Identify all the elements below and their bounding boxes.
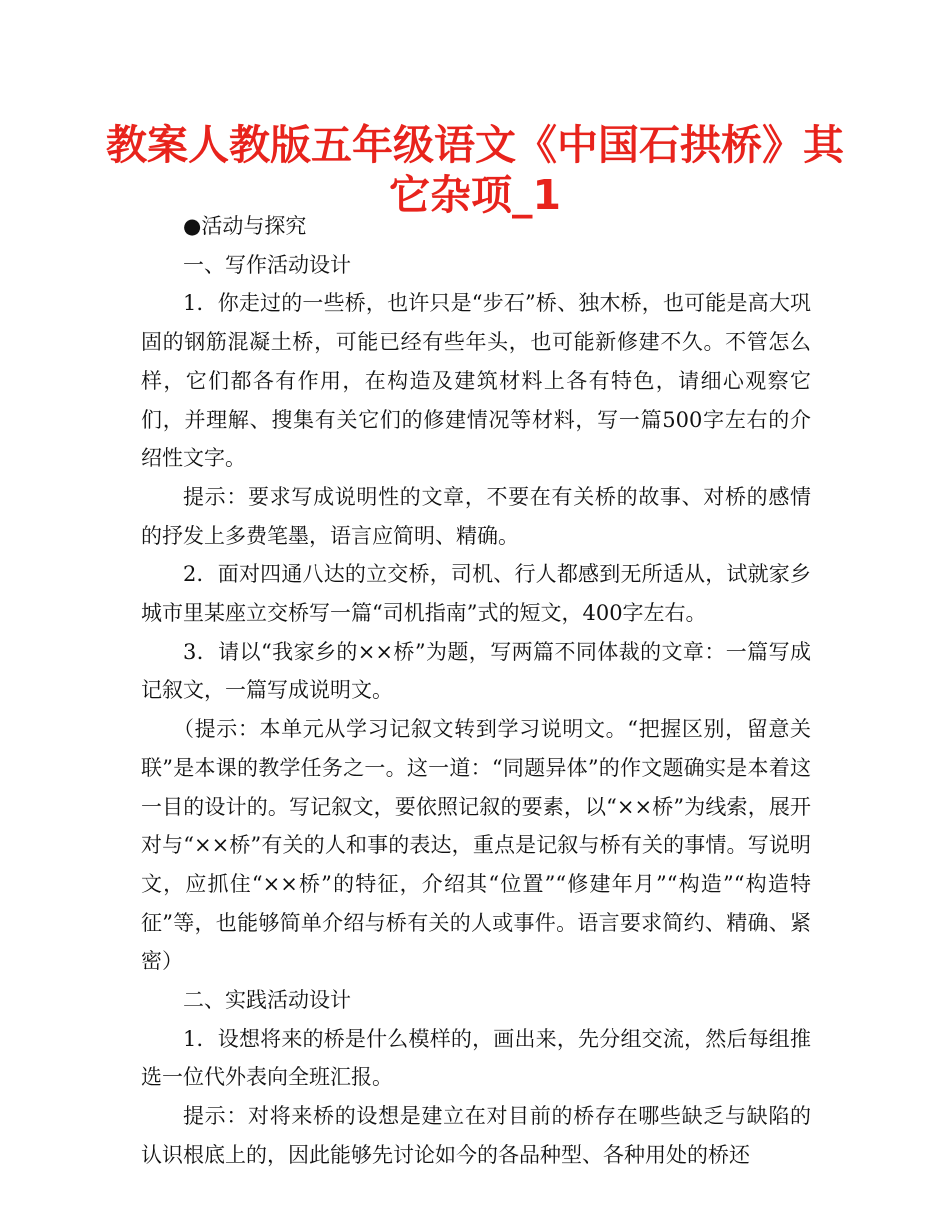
paragraph-writing-task-2: 2．面对四通八达的立交桥，司机、行人都感到无所适从，试就家乡城市里某座立交桥写一篇“司机指南”式的短文，400字左右。 [141, 562, 811, 626]
paragraph-writing-task-3: 3．请以“我家乡的××桥”为题，写两篇不同体裁的文章：一篇写成记叙文，一篇写成说明文。 [141, 639, 811, 703]
document-title: 教案人教版五年级语文《中国石拱桥》其它杂项_1 [106, 121, 844, 219]
document-body [141, 207, 811, 1175]
section-heading-activity: ●活动与探究 [183, 214, 307, 238]
paragraph-hint-1: 提示：要求写成说明性的文章，不要在有关桥的故事、对桥的感情的抒发上多费笔墨，语言应简明、精确。 [141, 484, 811, 548]
section-heading-writing: 一、写作活动设计 [183, 252, 351, 277]
paragraph-practice-task-1: 1．设想将来的桥是什么模样的，画出来，先分组交流，然后每组推选一位代外表向全班汇报。 [141, 1026, 811, 1090]
paragraph-writing-task-1: 1．你走过的一些桥，也许只是“步石”桥、独木桥，也可能是高大巩固的钢筋混凝土桥，可能已经有些年头，也可能新修建不久。不管怎么样，它们都各有作用，在构造及建筑材料上各有特色，请细心观察它们，并理解、搜集有关它们的修建情况等材料，写一篇500字左右的介绍性文字。 [141, 291, 811, 471]
paragraph-hint-3: （提示：本单元从学习记叙文转到学习说明文。“把握区别，留意关联”是本课的教学任务之一。这一道：“同题异体”的作文题确实是本着这一目的设计的。写记叙文，要依照记叙的要素，以“××桥”为线索，展开对与“××桥”有关的人和事的表达，重点是记叙与桥有关的事情。写说明文，应抓住“××桥”的特征，介绍其“位置”“修建年月”“构造”“构造特征”等，也能够简单介绍与桥有关的人或事件。语言要求简约、精确、紧密） [141, 717, 811, 974]
paragraph-practice-hint: 提示：对将来桥的设想是建立在对目前的桥存在哪些缺乏与缺陷的认识根底上的，因此能够先讨论如今的各品种型、各种用处的桥还 [141, 1104, 811, 1167]
section-heading-practice: 二、实践活动设计 [183, 988, 351, 1013]
